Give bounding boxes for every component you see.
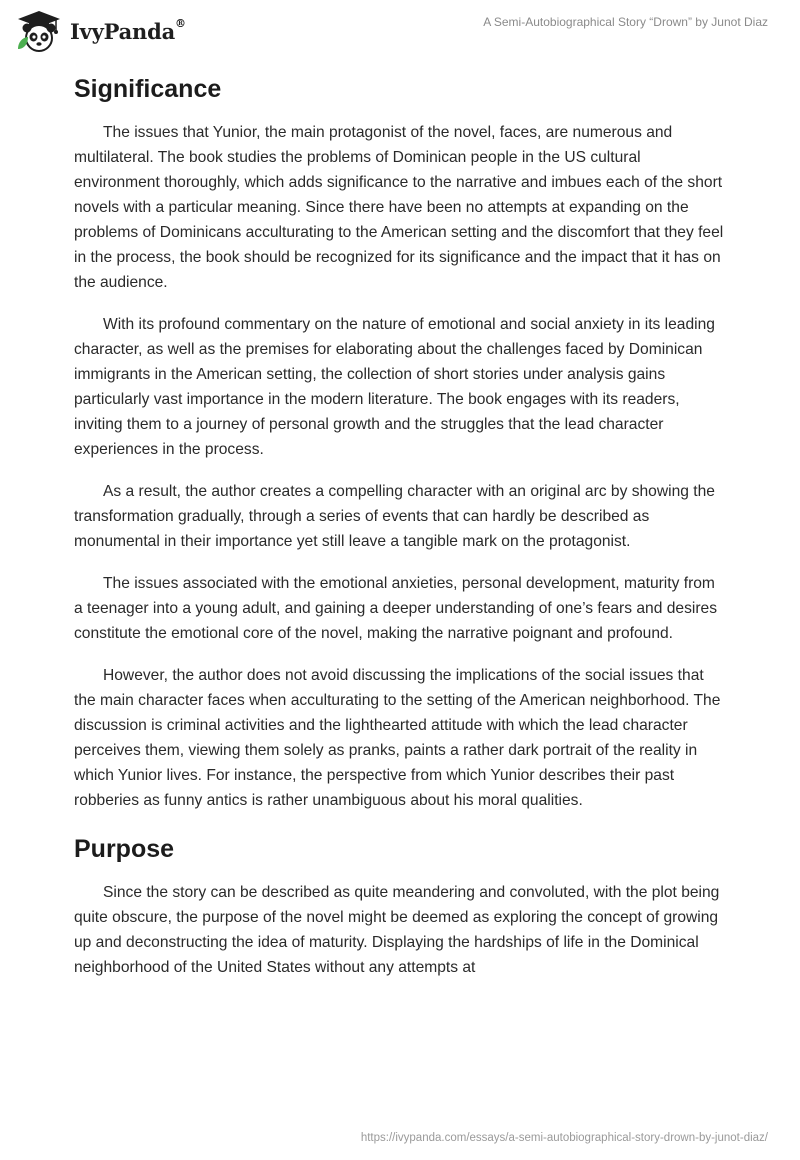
paragraph: The issues that Yunior, the main protagonist of the novel, faces, are numerous and multilateral. The book studies the problems of Dominican people in the US cultural environment thoroughly, which adds significance to the narrative and imbues each of the short novels with a particular meaning. Since there have been no attempts at expanding on the problems of Dominicans acculturating to the American setting and the discomfort that they feel in the process, the book should be recognized for its significance and the impact that it has on the audience.: [74, 124, 724, 291]
paragraph: Since the story can be described as quite meandering and convoluted, with the plot being quite obscure, the purpose of the novel might be deemed as exploring the concept of growing up and deconstructing the idea of maturity. Displaying the hardships of life in the Dominical neighborhood of the United States without any attempts at: [74, 884, 720, 976]
paragraph: With its profound commentary on the nature of emotional and social anxiety in its leading character, as well as the premises for elaborating about the challenges faced by Dominican immigrants in the American setting, the collection of short stories under analysis gains particularly vast importance in the modern literature. The book engages with its readers, inviting them to a journey of personal growth and the struggles that the lead character experiences in the process.: [74, 316, 715, 458]
essay-content: [74, 70, 726, 997]
paragraph: However, the author does not avoid discussing the implications of the social issues that the main character faces when acculturating to the setting of the American neighborhood. The discussion is criminal activities and the lighthearted attitude with which the lead character perceives them, viewing them solely as pranks, paints a rather dark portrait of the reality in which Yunior lives. For instance, the perspective from which Yunior describes their past robberies as funny antics is rather unambiguous about his moral qualities.: [74, 667, 721, 809]
page-header: [0, 0, 800, 60]
logo-wordmark: IvyPanda®: [70, 16, 186, 44]
ivypanda-logo[interactable]: [14, 8, 186, 54]
source-url[interactable]: https://ivypanda.com/essays/a-semi-autobiographical-story-drown-by-junot-diaz/: [360, 1132, 768, 1144]
section-heading-purpose: Purpose: [74, 835, 175, 863]
section-heading-significance: Significance: [74, 75, 222, 103]
running-title: A Semi-Autobiographical Story “Drown” by Junot Diaz: [483, 15, 768, 29]
panda-graduate-icon: [14, 9, 64, 53]
paragraph: The issues associated with the emotional anxieties, personal development, maturity from a teenager into a young adult, and gaining a deeper understanding of one’s fears and desires constitute the emotional core of the novel, making the narrative poignant and profound.: [74, 575, 717, 642]
paragraph: As a result, the author creates a compelling character with an original arc by showing the transformation gradually, through a series of events that can hardly be described as monumental in their importance yet still leave a tangible mark on the protagonist.: [74, 483, 715, 550]
